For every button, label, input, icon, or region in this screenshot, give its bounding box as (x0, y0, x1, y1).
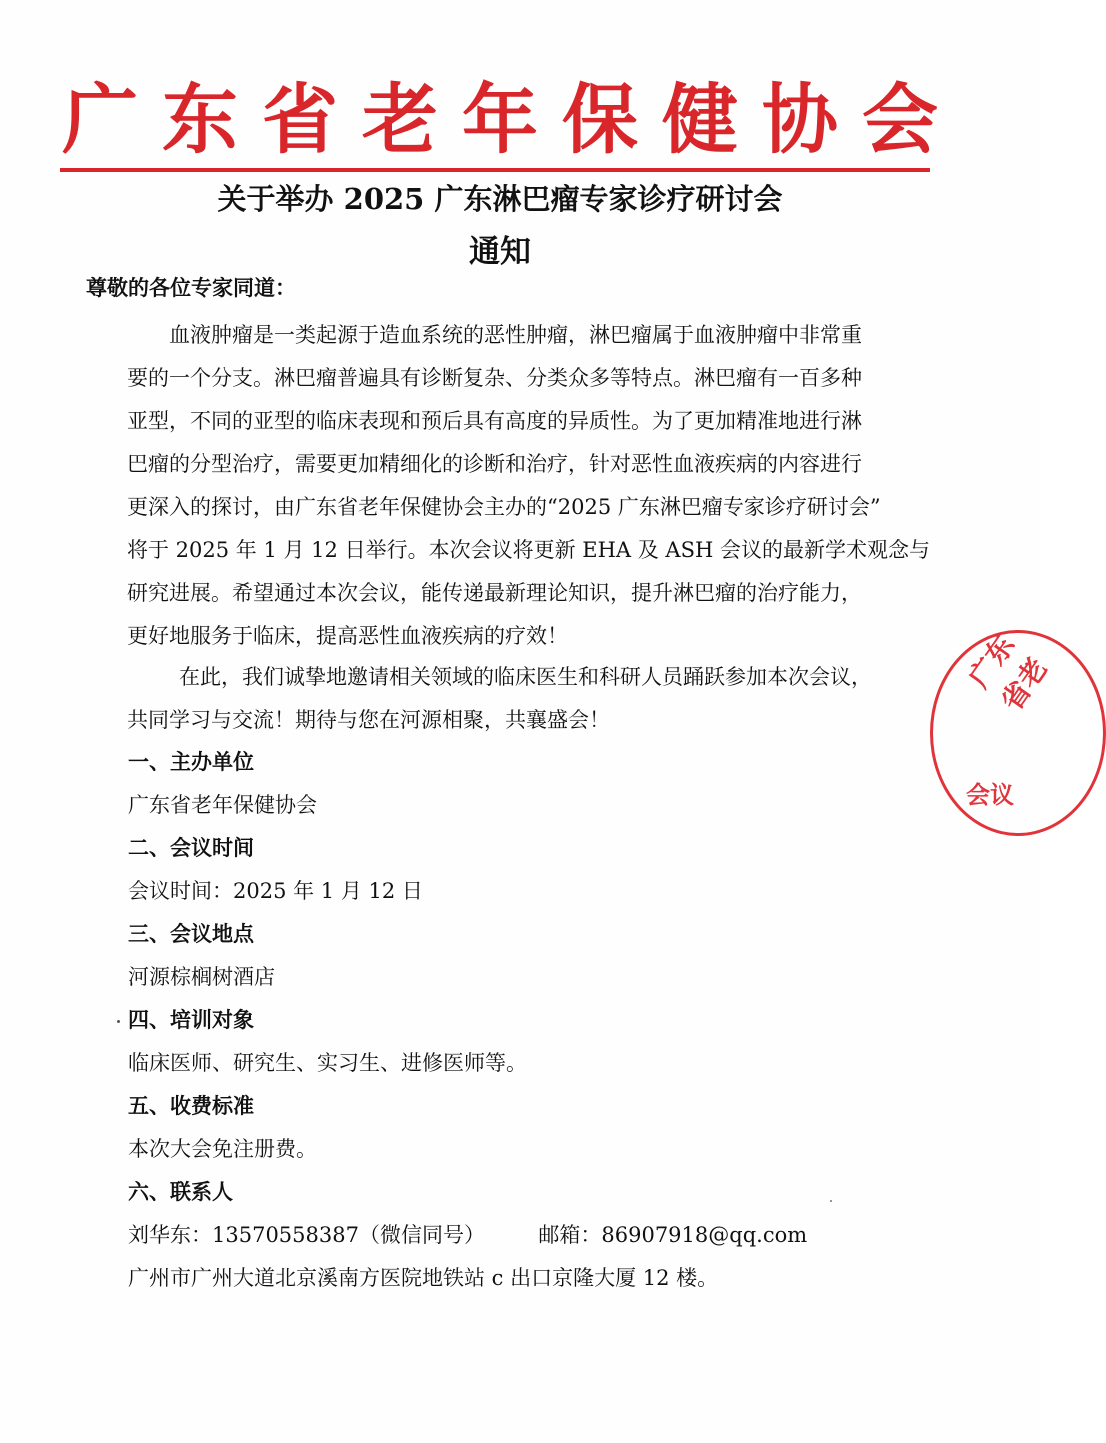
paragraph-line: 将于 2025 年 1 月 12 日举行。本次会议将更新 EHA 及 ASH 会议的最新学术观念与 (127, 538, 930, 562)
paragraph-line: 在此，我们诚挚地邀请相关领域的临床医生和科研人员踊跃参加本次会议， (179, 665, 872, 689)
section-heading-organizer: 一、主办单位 (128, 750, 254, 774)
section-text-location: 河源棕榈树酒店 (128, 965, 275, 989)
salutation: 尊敬的各位专家同道： (86, 276, 296, 300)
paragraph-intro (85, 314, 930, 656)
scan-speck (830, 1200, 832, 1202)
notice-title: 关于举办 2025 广东淋巴瘤专家诊疗研讨会 (217, 182, 783, 216)
section-text-time: 会议时间：2025 年 1 月 12 日 (128, 879, 423, 903)
section-text-fees: 本次大会免注册费。 (128, 1137, 317, 1161)
paragraph-line: 亚型，不同的亚型的临床表现和预后具有高度的异质性。为了更加精准地进行淋 (127, 409, 862, 433)
organization-name: 广东省老年保健协会 (62, 75, 962, 164)
paragraph-line: 研究进展。希望通过本次会议，能传递最新理论知识，提升淋巴瘤的治疗能力， (127, 581, 862, 605)
paragraph-line: 血液肿瘤是一类起源于造血系统的恶性肿瘤，淋巴瘤属于血液肿瘤中非常重 (169, 323, 862, 347)
section-heading-audience: 四、培训对象 (128, 1008, 254, 1032)
paragraph-line: 巴瘤的分型治疗，需要更加精细化的诊断和治疗，针对恶性血液疾病的内容进行 (127, 452, 862, 476)
section-heading-location: 三、会议地点 (128, 922, 254, 946)
seal-text-top: 广东省老 (962, 628, 1055, 717)
notice-subtitle: 通知 (469, 234, 531, 270)
section-heading-contact: 六、联系人 (128, 1180, 233, 1204)
section-text-contact: 刘华东：13570558387（微信同号） 邮箱：86907918@qq.com (128, 1223, 808, 1247)
paragraph-line: 要的一个分支。淋巴瘤普遍具有诊断复杂、分类众多等特点。淋巴瘤有一百多种 (127, 366, 862, 390)
paragraph-line: 共同学习与交流！期待与您在河源相聚，共襄盛会！ (127, 708, 610, 732)
paragraph-line: 更深入的探讨，由广东省老年保健协会主办的“2025 广东淋巴瘤专家诊疗研讨会” (127, 495, 881, 519)
header-red-rule (60, 168, 930, 172)
scan-speck (117, 1020, 120, 1023)
section-text-organizer: 广东省老年保健协会 (128, 793, 317, 817)
section-heading-time: 二、会议时间 (128, 836, 254, 860)
paragraph-line: 更好地服务于临床，提高恶性血液疾病的疗效！ (127, 624, 568, 648)
seal-text-bottom: 会议 (966, 781, 1014, 809)
section-text-audience: 临床医师、研究生、实习生、进修医师等。 (128, 1051, 527, 1075)
contact-address: 广州市广州大道北京溪南方医院地铁站 c 出口京隆大厦 12 楼。 (128, 1266, 719, 1290)
section-heading-fees: 五、收费标准 (128, 1094, 254, 1118)
paragraph-invitation (85, 656, 918, 742)
